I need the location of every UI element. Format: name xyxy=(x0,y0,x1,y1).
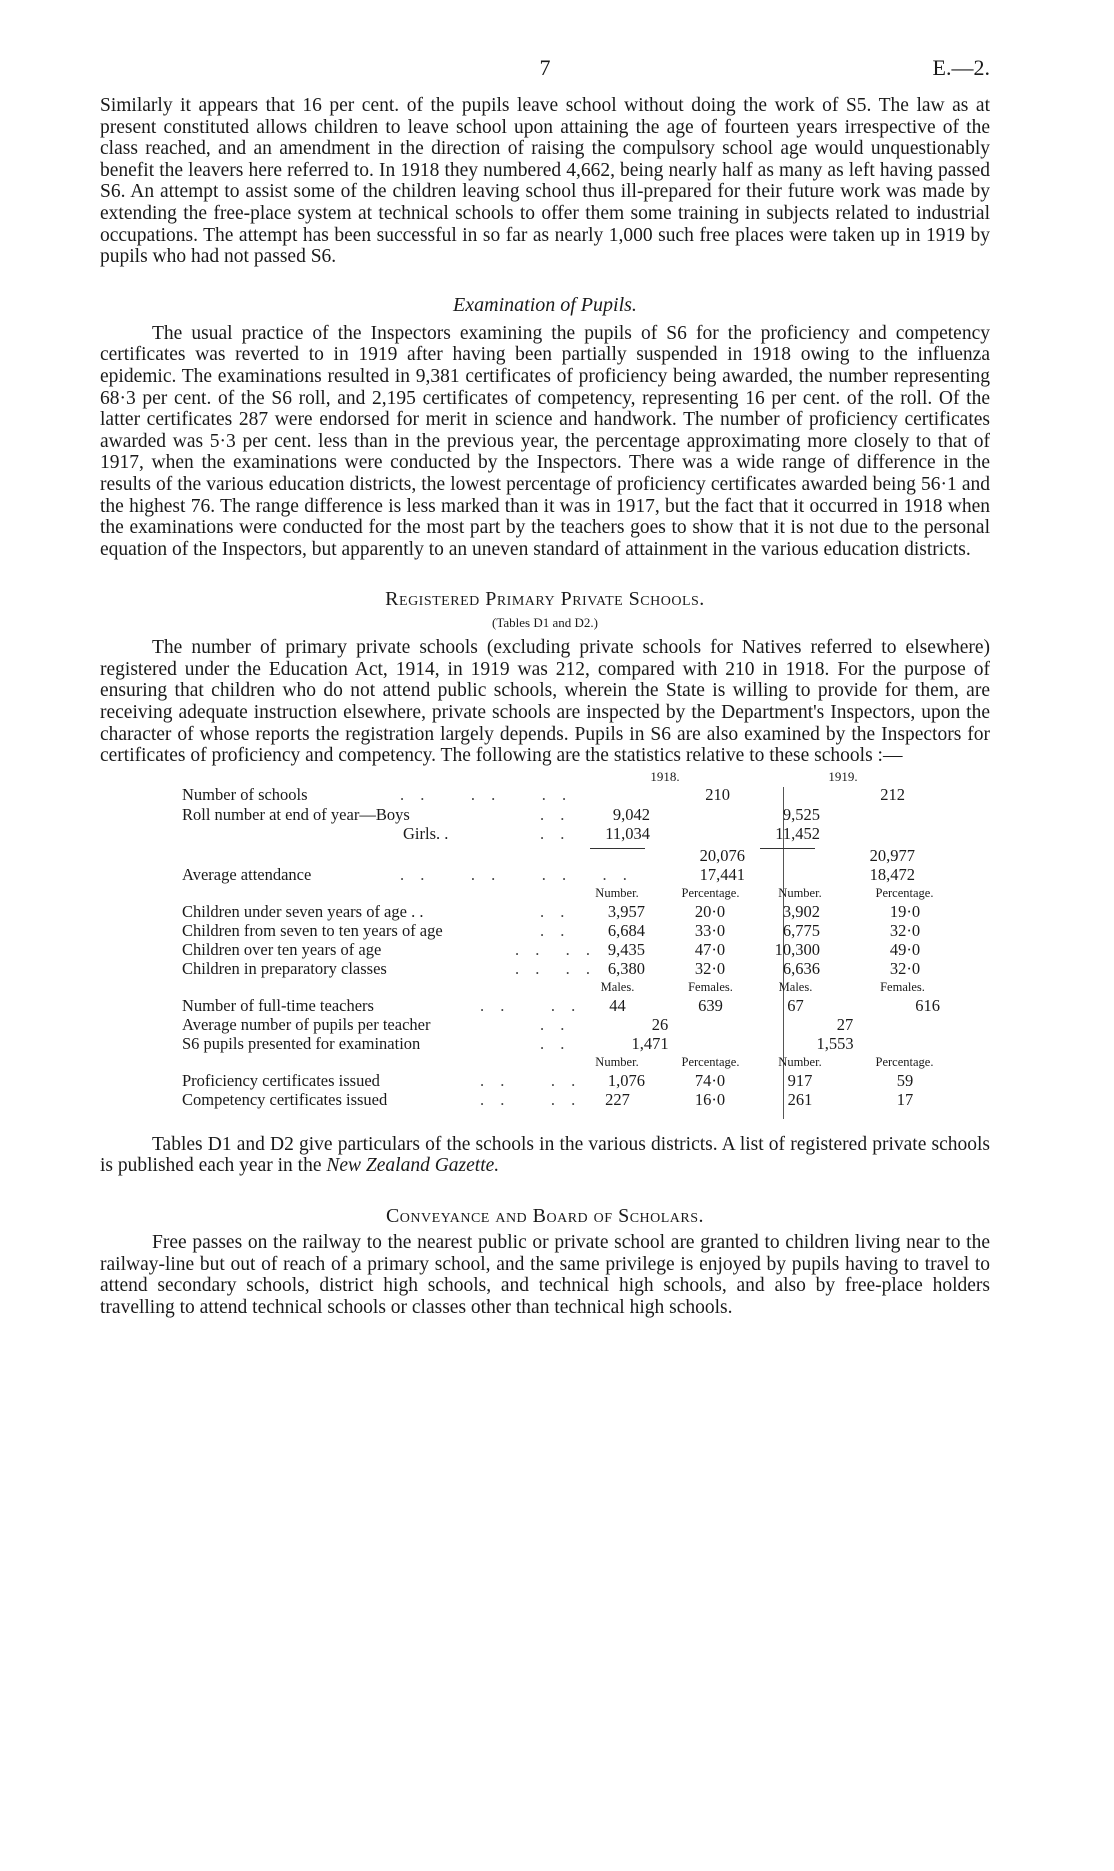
number-1918: 227 xyxy=(605,1089,630,1109)
value-1919: 20,977 xyxy=(869,845,915,865)
heading-examination-of-pupils: Examination of Pupils. xyxy=(453,293,637,316)
value-1919: 27 xyxy=(836,1014,854,1034)
year-1918: 1918. xyxy=(650,768,680,784)
page-header xyxy=(100,55,990,95)
leader-dots: . . xyxy=(540,804,571,824)
heading-conveyance: Conveyance and Board of Scholars. xyxy=(385,1205,705,1228)
paragraph-tables-gazette xyxy=(100,1134,990,1177)
row-label: Proficiency certificates issued xyxy=(182,1070,380,1090)
leader-dots: . . xyxy=(540,823,571,843)
value-1919: 9,525 xyxy=(782,804,820,824)
subheader-percentage: Percentage. xyxy=(875,1054,934,1069)
value-1918: 1,471 xyxy=(631,1033,669,1053)
subheader-number: Number. xyxy=(778,885,822,900)
page-number: 7 xyxy=(539,55,551,80)
value-1919: 11,452 xyxy=(775,823,820,843)
statistics-table xyxy=(100,769,990,1124)
number-1918: 9,435 xyxy=(607,939,645,959)
value-1918: 20,076 xyxy=(699,845,745,865)
number-1919: 6,636 xyxy=(782,958,820,978)
number-1919: 6,775 xyxy=(782,920,820,940)
number-1919: 3,902 xyxy=(782,901,820,921)
leader-dots: . . . . xyxy=(515,958,596,978)
number-1918: 6,380 xyxy=(607,958,645,978)
leader-dots: . . . . xyxy=(515,939,596,959)
percentage-1919: 32·0 xyxy=(889,920,921,940)
percentage-1918: 16·0 xyxy=(694,1089,726,1109)
percentage-1919: 19·0 xyxy=(889,901,921,921)
number-1919: 10,300 xyxy=(774,939,820,959)
table-row xyxy=(100,996,990,1016)
leader-dots: . . . . . . . . xyxy=(400,864,633,884)
table-row xyxy=(100,1071,990,1091)
leader-dots: . . . . xyxy=(480,1089,582,1109)
leader-dots: . . . . xyxy=(480,995,582,1015)
females-1919: 616 xyxy=(915,995,940,1015)
paragraph-conveyance: Free passes on the railway to the nearest public or private school are granted to children living near to the railway-line but out of reach of a primary school, and the same privilege is enjoyed by pupils having to travel to attend secondary schools, district high schools, and technical high schools, and also by free-place holders travelling to attend technical schools or classes other than technical high schools. xyxy=(100,1232,990,1318)
leader-dots: . . xyxy=(540,1014,571,1034)
number-1919: 917 xyxy=(787,1070,813,1090)
year-1919: 1919. xyxy=(828,768,858,784)
row-label: Number of schools xyxy=(182,784,308,804)
paragraph-private-schools: The number of primary private schools (excluding private schools for Natives referred to elsewhere) registered under the Education Act, 1914, in 1919 was 212, compared with 210 in 1918. For the purpose of ensuring that children who do not attend public schools, wherein the State is willing to provide for them, are receiving adequate instruction elsewhere, private schools are inspected by the Department's Inspectors, upon the character of whose reports the registration largely depends. Pupils in S6 are also examined by the Inspectors for certificates of proficiency and competency. The following are the statistics relative to these schools :— xyxy=(100,637,990,767)
percentage-1918: 20·0 xyxy=(694,901,726,921)
document-code: E.—2. xyxy=(932,55,990,80)
number-1918: 1,076 xyxy=(607,1070,645,1090)
row-label: S6 pupils presented for examination xyxy=(182,1033,421,1053)
percentage-1919: 59 xyxy=(896,1070,914,1090)
table-row xyxy=(100,824,990,844)
row-label: Children under seven years of age . . xyxy=(182,901,424,921)
leader-dots: . . . . . . xyxy=(400,784,573,804)
table-row xyxy=(100,902,990,922)
subheading-tables: (Tables D1 and D2.) xyxy=(492,615,598,631)
table-row xyxy=(100,846,990,866)
subheader-percentage: Percentage. xyxy=(681,1054,740,1069)
subheader-percentage: Percentage. xyxy=(875,885,934,900)
paragraph-leavers: Similarly it appears that 16 per cent. of the pupils leave school without doing the work of S5. The law as at present constituted allows children to leave school upon attaining the age of fourteen years irrespective of the class reached, and an amendment in the direction of raising the compulsory school age would unquestionably benefit the leavers here referred to. In 1918 they numbered 4,662, being nearly half as many as left having passed S6. An attempt to assist some of the children leaving school thus ill-prepared for their future work was made by extending the free-place system at technical schools to offer them some training in subjects related to industrial occupations. The attempt has been successful in so far as nearly 1,000 such free places were taken up in 1919 by pupils who had not passed S6. xyxy=(100,95,990,268)
value-1918: 9,042 xyxy=(612,804,650,824)
table-row xyxy=(100,805,990,825)
value-1918: 26 xyxy=(651,1014,669,1034)
row-label: Roll number at end of year—Boys xyxy=(182,804,410,824)
value-1919: 18,472 xyxy=(869,864,915,884)
row-label: Competency certificates issued xyxy=(182,1089,388,1109)
leader-dots: . . . . xyxy=(480,1070,582,1090)
row-label: Number of full-time teachers xyxy=(182,995,374,1015)
row-label: Girls. . xyxy=(403,823,449,843)
subheader-females: Females. xyxy=(880,979,925,994)
value-1918: 11,034 xyxy=(605,823,650,843)
table-row xyxy=(100,921,990,941)
number-1919: 261 xyxy=(787,1089,813,1109)
value-1919: 212 xyxy=(880,784,905,804)
males-1919: 67 xyxy=(787,995,804,1015)
row-label: Average number of pupils per teacher xyxy=(182,1014,431,1034)
leader-dots: . . xyxy=(540,1033,571,1053)
number-1918: 3,957 xyxy=(607,901,645,921)
leader-dots: . . xyxy=(540,920,571,940)
row-label: Children in preparatory classes xyxy=(182,958,387,978)
value-1918: 17,441 xyxy=(699,864,745,884)
value-1918: 210 xyxy=(705,784,730,804)
gazette-title: New Zealand Gazette. xyxy=(326,1155,500,1177)
row-label: Average attendance xyxy=(182,864,312,884)
value-1919: 1,553 xyxy=(816,1033,854,1053)
subheader-number: Number. xyxy=(595,885,639,900)
subheader-number: Number. xyxy=(595,1054,639,1069)
row-label: Children from seven to ten years of age xyxy=(182,920,443,940)
subheader-females: Females. xyxy=(688,979,733,994)
percentage-1919: 49·0 xyxy=(889,939,921,959)
heading-registered-private-schools: Registered Primary Private Schools. xyxy=(385,588,705,611)
paragraph-examination: The usual practice of the Inspectors examining the pupils of S6 for the proficiency and competency certificates was reverted to in 1919 after having been partially suspended in 1918 owing to the influenza epidemic. The examinations resulted in 9,381 certificates of proficiency being awarded, the number representing 68·3 per cent. of the S6 roll, and 2,195 certificates of competency, representing 16 per cent. of the roll. Of the latter certificates 287 were endorsed for merit in science and handwork. The number of proficiency certificates awarded was 5·3 per cent. less than in the previous year, the percentage approximating more closely to that of 1917, when the examinations were conducted by the Inspectors. There was a wide range of difference in the results of the various education districts, the lowest percentage of proficiency certificates awarded being 56·1 and the highest 76. The range difference is less marked than it was in 1917, but the fact that it occurred in 1918 when the examinations were conducted for the most part by the teachers goes to show that it is not due to the personal equation of the Inspectors, but apparently to an uneven standard of attainment in the various education districts. xyxy=(100,322,990,560)
table-row xyxy=(100,1090,990,1110)
page xyxy=(100,55,990,1318)
table-row xyxy=(100,785,990,805)
females-1918: 639 xyxy=(698,995,723,1015)
percentage-1918: 32·0 xyxy=(694,958,726,978)
percentage-1919: 17 xyxy=(896,1089,914,1109)
percentage-1918: 33·0 xyxy=(694,920,726,940)
subheader-percentage: Percentage. xyxy=(681,885,740,900)
table-row xyxy=(100,940,990,960)
table-row xyxy=(100,865,990,885)
percentage-1919: 32·0 xyxy=(889,958,921,978)
percentage-1918: 74·0 xyxy=(694,1070,726,1090)
row-label: Children over ten years of age xyxy=(182,939,382,959)
table-row xyxy=(100,1034,990,1054)
percentage-1918: 47·0 xyxy=(694,939,726,959)
table-row xyxy=(100,1015,990,1035)
leader-dots: . . xyxy=(540,901,571,921)
subheader-males: Males. xyxy=(600,979,635,994)
number-1918: 6,684 xyxy=(607,920,645,940)
subheader-males: Males. xyxy=(778,979,813,994)
paragraph-text: Tables D1 and D2 give particulars of the schools in the various districts. A list of registered private schools is published each year in the xyxy=(100,1133,990,1177)
table-row xyxy=(100,959,990,979)
subheader-number: Number. xyxy=(778,1054,822,1069)
males-1918: 44 xyxy=(609,995,626,1015)
